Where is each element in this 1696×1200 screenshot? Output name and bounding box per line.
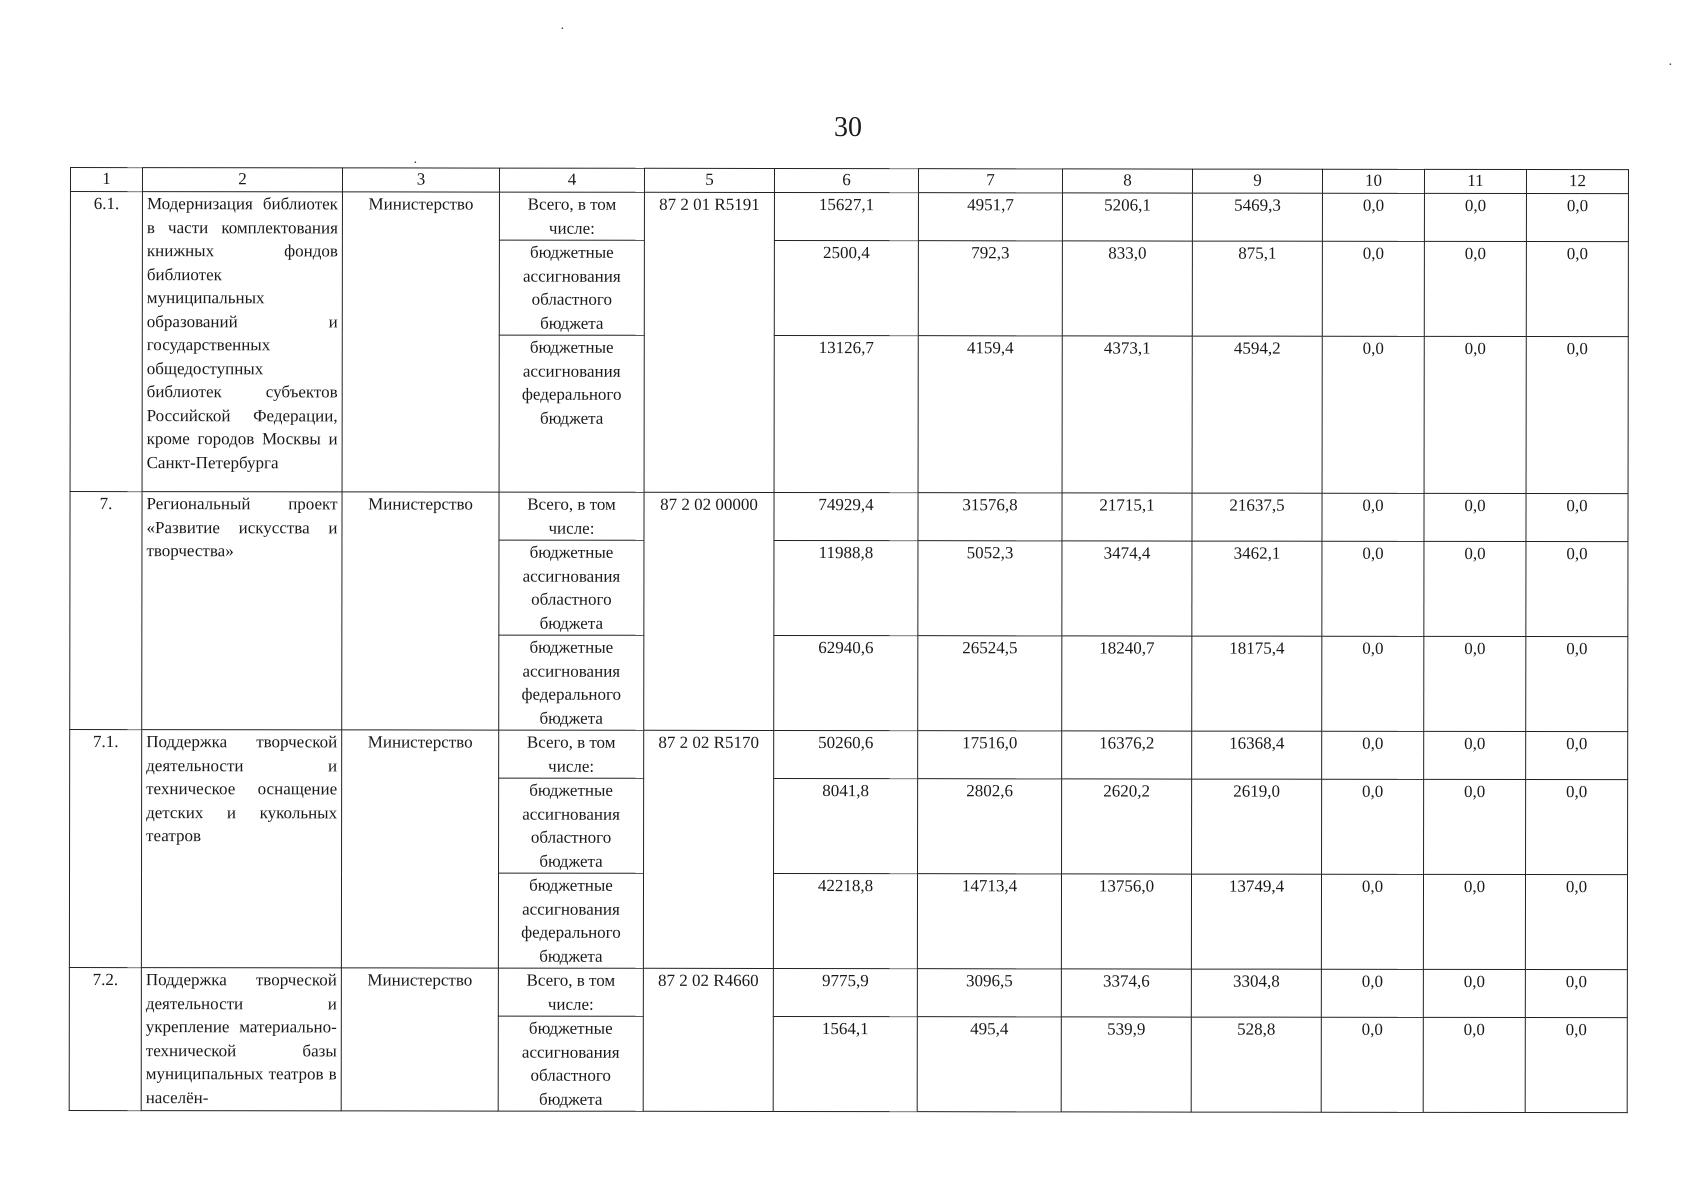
column-header: 12: [1526, 170, 1628, 194]
budget-table: [69, 167, 1629, 1113]
amount-cell: 5206,1: [1062, 193, 1192, 241]
table-row: [70, 492, 1628, 542]
amount-cell: 21637,5: [1192, 493, 1322, 541]
amount-cell: 528,8: [1191, 1017, 1321, 1112]
row-number: 7.1.: [69, 730, 141, 968]
amount-cell: 2500,4: [774, 240, 918, 335]
funding-label: бюджетные ассигнования областного бюджета: [499, 778, 644, 873]
amount-cell: 3462,1: [1192, 541, 1322, 636]
amount-cell: 0,0: [1424, 241, 1526, 336]
amount-cell: 31576,8: [918, 493, 1062, 541]
amount-cell: 4159,4: [918, 336, 1062, 493]
measure-title: Модернизация библиотек в части комплектования книжных фондов библиотек муниципальных образований и государственных общедоступных библиотек субъектов Российской Федерации, кроме городов Москвы и Санкт-Петербурга: [142, 192, 342, 492]
amount-cell: 5469,3: [1192, 193, 1322, 241]
amount-cell: 0,0: [1423, 1017, 1525, 1112]
amount-cell: 42218,8: [773, 873, 917, 968]
column-header: 7: [918, 169, 1062, 193]
amount-cell: 3096,5: [917, 969, 1061, 1017]
header-row: [70, 168, 1628, 194]
amount-cell: 14713,4: [917, 874, 1061, 969]
row-number: 7.: [70, 492, 142, 730]
amount-cell: 0,0: [1321, 969, 1423, 1017]
amount-cell: 0,0: [1322, 193, 1424, 241]
measure-title: Поддержка творческой деятельности и техническое оснащение детских и кукольных театров: [141, 730, 341, 968]
amount-cell: 2620,2: [1062, 779, 1192, 874]
amount-cell: 0,0: [1526, 337, 1628, 494]
column-header: 3: [342, 168, 499, 192]
amount-cell: 3304,8: [1191, 969, 1321, 1017]
amount-cell: 0,0: [1526, 494, 1628, 542]
amount-cell: 3374,6: [1061, 969, 1191, 1017]
amount-cell: 74929,4: [774, 492, 918, 540]
column-header: 9: [1192, 169, 1322, 193]
amount-cell: 16368,4: [1192, 731, 1322, 779]
scan-speck: ·: [560, 22, 565, 37]
budget-code: 87 2 02 00000: [644, 492, 774, 730]
column-header: 11: [1424, 169, 1526, 193]
funding-label: бюджетные ассигнования федерального бюджета: [499, 635, 644, 730]
amount-cell: 62940,6: [774, 635, 918, 730]
amount-cell: 0,0: [1424, 336, 1526, 493]
amount-cell: 18240,7: [1062, 636, 1192, 731]
table-row: [70, 730, 1628, 780]
amount-cell: 16376,2: [1062, 731, 1192, 779]
funding-label: Всего, в том числе:: [499, 192, 644, 240]
amount-cell: 0,0: [1322, 779, 1424, 874]
amount-cell: 0,0: [1424, 541, 1526, 636]
amount-cell: 0,0: [1322, 241, 1424, 336]
amount-cell: 2802,6: [918, 779, 1062, 874]
amount-cell: 0,0: [1423, 874, 1525, 969]
amount-cell: 0,0: [1525, 1018, 1627, 1113]
column-header: 8: [1062, 169, 1192, 193]
funding-label: Всего, в том числе:: [499, 492, 644, 540]
amount-cell: 0,0: [1424, 193, 1526, 241]
amount-cell: 0,0: [1322, 636, 1424, 731]
amount-cell: 13756,0: [1061, 874, 1191, 969]
amount-cell: 0,0: [1423, 969, 1525, 1017]
amount-cell: 4594,2: [1192, 336, 1322, 493]
amount-cell: 1564,1: [773, 1016, 917, 1111]
amount-cell: 4373,1: [1062, 336, 1192, 493]
funding-label: Всего, в том числе:: [499, 730, 644, 778]
amount-cell: 0,0: [1526, 637, 1628, 732]
amount-cell: 9775,9: [773, 968, 917, 1016]
amount-cell: 792,3: [918, 241, 1062, 336]
column-header: 6: [774, 168, 918, 192]
budget-code: 87 2 02 R5170: [643, 730, 773, 968]
amount-cell: 0,0: [1321, 1017, 1423, 1112]
amount-cell: 0,0: [1526, 242, 1628, 337]
table-row: [69, 967, 1627, 1017]
amount-cell: 0,0: [1526, 542, 1628, 637]
row-number: 7.2.: [69, 967, 141, 1110]
funding-label: бюджетные ассигнования областного бюджета: [499, 540, 644, 635]
funding-label: бюджетные ассигнования федерального бюджета: [499, 335, 644, 492]
measure-title: Поддержка творческой деятельности и укрепление материально-технической базы муниципальных театров в населён-: [141, 968, 341, 1111]
amount-cell: 0,0: [1526, 194, 1628, 242]
amount-cell: 0,0: [1322, 493, 1424, 541]
page-number: 30: [834, 112, 862, 143]
amount-cell: 26524,5: [918, 636, 1062, 731]
amount-cell: 0,0: [1321, 874, 1423, 969]
amount-cell: 539,9: [1061, 1017, 1191, 1112]
table-row: [70, 192, 1628, 242]
amount-cell: 18175,4: [1192, 636, 1322, 731]
budget-code: 87 2 02 R4660: [643, 968, 773, 1111]
amount-cell: 0,0: [1525, 875, 1627, 970]
column-header: 2: [142, 168, 342, 192]
measure-title: Региональный проект «Развитие искусства и творчества»: [142, 492, 342, 730]
scan-speck: ·: [413, 156, 418, 171]
executor: Министерство: [342, 492, 499, 730]
column-header: 1: [70, 168, 142, 192]
amount-cell: 0,0: [1525, 970, 1627, 1018]
amount-cell: 21715,1: [1062, 493, 1192, 541]
amount-cell: 13749,4: [1191, 874, 1321, 969]
amount-cell: 4951,7: [918, 193, 1062, 241]
amount-cell: 833,0: [1062, 241, 1192, 336]
amount-cell: 50260,6: [774, 730, 918, 778]
executor: Министерство: [341, 730, 498, 968]
amount-cell: 17516,0: [918, 731, 1062, 779]
scan-speck: ·: [1668, 58, 1673, 73]
amount-cell: 5052,3: [918, 541, 1062, 636]
amount-cell: 0,0: [1526, 780, 1628, 875]
amount-cell: 13126,7: [774, 335, 918, 492]
column-header: 5: [644, 168, 774, 192]
funding-label: бюджетные ассигнования федерального бюджета: [498, 873, 643, 968]
amount-cell: 0,0: [1322, 336, 1424, 493]
amount-cell: 0,0: [1424, 731, 1526, 779]
column-header: 10: [1322, 169, 1424, 193]
amount-cell: 0,0: [1424, 636, 1526, 731]
amount-cell: 0,0: [1424, 779, 1526, 874]
amount-cell: 8041,8: [774, 778, 918, 873]
amount-cell: 3474,4: [1062, 541, 1192, 636]
funding-label: бюджетные ассигнования областного бюджета: [498, 1016, 643, 1111]
amount-cell: 0,0: [1322, 731, 1424, 779]
amount-cell: 15627,1: [774, 192, 918, 240]
budget-code: 87 2 01 R5191: [644, 192, 774, 492]
funding-label: Всего, в том числе:: [498, 968, 643, 1016]
amount-cell: 0,0: [1424, 493, 1526, 541]
amount-cell: 0,0: [1322, 541, 1424, 636]
amount-cell: 495,4: [917, 1017, 1061, 1112]
amount-cell: 0,0: [1526, 732, 1628, 780]
column-header: 4: [499, 168, 644, 192]
amount-cell: 875,1: [1192, 241, 1322, 336]
funding-label: бюджетные ассигнования областного бюджета: [499, 240, 644, 335]
executor: Министерство: [341, 968, 498, 1111]
executor: Министерство: [342, 192, 499, 492]
amount-cell: 11988,8: [774, 540, 918, 635]
row-number: 6.1.: [70, 192, 142, 492]
amount-cell: 2619,0: [1192, 779, 1322, 874]
